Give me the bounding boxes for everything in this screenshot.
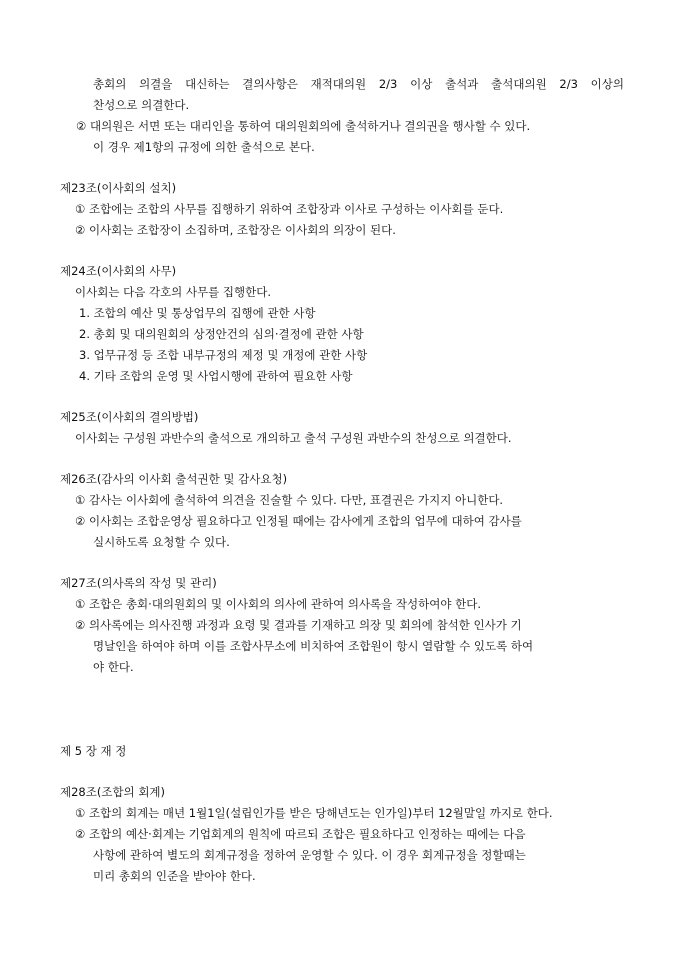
article-27-title: 제27조(의사록의 작성 및 관리) <box>60 576 217 590</box>
intro-line-1: 총회의 의결을 대신하는 결의사항은 재적대의원 2/3 이상 출석과 출석대의원 2/3 이상의 <box>93 77 624 91</box>
article-26-item-1: ① 감사는 이사회에 출석하여 의견을 진술할 수 있다. 다만, 표결권은 가지지 아니한다. <box>75 493 504 507</box>
article-25-title: 제25조(이사회의 결의방법) <box>60 410 199 424</box>
article-27-item-2-line-2: 명날인을 하여야 하며 이를 조합사무소에 비치하여 조합원이 항시 열람할 수 있도록 하여 <box>93 639 534 653</box>
article-28-title: 제28조(조합의 회계) <box>60 785 166 799</box>
article-23-title: 제23조(이사회의 설치) <box>60 181 177 195</box>
intro-line-2: 찬성으로 의결한다. <box>93 98 190 112</box>
article-26 <box>60 469 624 553</box>
article-28 <box>60 782 624 887</box>
intro-item-2-line-2: 이 경우 제1항의 규정에 의한 출석으로 본다. <box>93 140 315 154</box>
article-23 <box>60 178 624 241</box>
chapter-5-title: 제 5 장 재 정 <box>60 744 127 758</box>
article-27-item-2-line-3: 야 한다. <box>93 660 134 674</box>
article-27-item-1: ① 조합은 총회·대의원회의 및 이사회의 의사에 관하여 의사록을 작성하여야 한다. <box>75 597 482 611</box>
article-24-intro: 이사회는 다음 각호의 사무를 집행한다. <box>75 285 272 299</box>
article-28-item-1: ① 조합의 회계는 매년 1월1일(설립인가를 받은 당해년도는 인가일)부터 12월말일 까지로 한다. <box>75 806 553 820</box>
article-27 <box>60 573 624 678</box>
article-24-item-3: 3. 업무규정 등 조합 내부규정의 제정 및 개정에 관한 사항 <box>79 348 368 362</box>
article-24-item-2: 2. 총회 및 대의원회의 상정안건의 심의·결정에 관한 사항 <box>79 327 364 341</box>
article-27-item-2-line-1: ② 의사록에는 의사진행 과정과 요령 및 결과를 기재하고 의장 및 회의에 참석한 인사가 기 <box>75 618 522 632</box>
article-26-item-2-line-2: 실시하도록 요청할 수 있다. <box>93 535 230 549</box>
article-25 <box>60 407 624 449</box>
article-28-item-2-line-1: ② 조합의 예산·회계는 기업회계의 원칙에 따르되 조합은 필요하다고 인정하는 때에는 다음 <box>75 827 526 841</box>
article-28-item-2-line-2: 사항에 관하여 별도의 회계규정을 정하여 운영할 수 있다. 이 경우 회계규정을 정할때는 <box>93 848 526 862</box>
article-26-title: 제26조(감사의 이사회 출석권한 및 감사요청) <box>60 472 288 486</box>
article-24-title: 제24조(이사회의 사무) <box>60 264 177 278</box>
intro-section <box>60 74 624 158</box>
article-24 <box>60 261 624 387</box>
article-23-item-2: ② 이사회는 조합장이 소집하며, 조합장은 이사회의 의장이 된다. <box>75 223 396 237</box>
article-25-body: 이사회는 구성원 과반수의 출석으로 개의하고 출석 구성원 과반수의 찬성으로 의결한다. <box>75 431 512 445</box>
article-24-item-1: 1. 조합의 예산 및 통상업무의 집행에 관한 사항 <box>79 306 316 320</box>
chapter-5 <box>60 741 624 762</box>
article-23-item-1: ① 조합에는 조합의 사무를 집행하기 위하여 조합장과 이사로 구성하는 이사회를 둔다. <box>75 202 504 216</box>
intro-item-2-line-1: ② 대의원은 서면 또는 대리인을 통하여 대의원회의에 출석하거나 결의권을 행사할 수 있다. <box>76 119 531 133</box>
article-26-item-2-line-1: ② 이사회는 조합운영상 필요하다고 인정될 때에는 감사에게 조합의 업무에 대하여 감사를 <box>75 514 522 528</box>
article-24-item-4: 4. 기타 조합의 운영 및 사업시행에 관하여 필요한 사항 <box>79 369 353 383</box>
article-28-item-2-line-3: 미리 총회의 인준을 받아야 한다. <box>93 869 256 883</box>
